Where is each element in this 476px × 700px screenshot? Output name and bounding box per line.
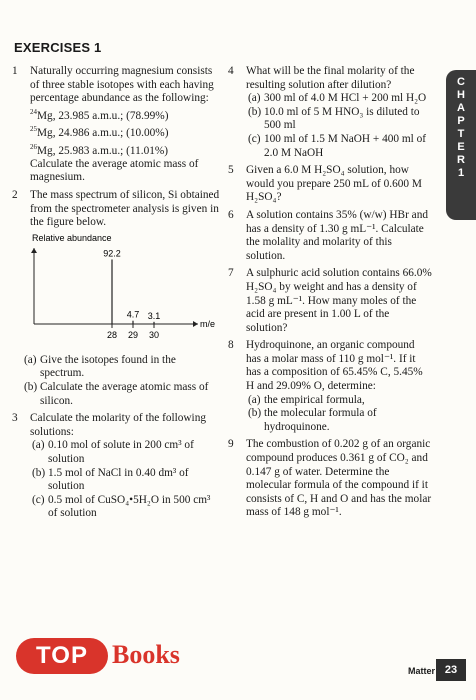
subpart-label: (b) bbox=[24, 381, 38, 394]
question-number: 7 bbox=[228, 267, 234, 280]
subpart-text: 0.5 mol of CuSO₄•5H₂O in 500 cm³ of solution bbox=[48, 493, 211, 520]
subpart-a bbox=[246, 394, 432, 408]
subpart-label: (a) bbox=[248, 92, 261, 105]
question-7 bbox=[228, 267, 432, 335]
subpart-text: Give the isotopes found in the spectrum. bbox=[40, 353, 176, 380]
subpart-b bbox=[246, 106, 432, 133]
chapter-tab-letter: 1 bbox=[457, 167, 465, 179]
page-heading: EXERCISES 1 bbox=[14, 40, 102, 55]
subpart-b bbox=[22, 381, 220, 408]
subpart-a bbox=[246, 92, 432, 106]
chapter-tab-letter: E bbox=[457, 141, 465, 153]
question-3 bbox=[12, 412, 220, 521]
question-text: Given a 6.0 M H₂SO₄ solution, how would you prepare 250 mL of 0.600 M H₂SO₄? bbox=[246, 164, 422, 204]
logo-top-text: TOP bbox=[16, 638, 108, 674]
question-number: 6 bbox=[228, 208, 234, 221]
right-column bbox=[228, 65, 432, 524]
subpart-text: 300 ml of 4.0 M HCl + 200 ml H₂O bbox=[264, 92, 427, 105]
mass-number: 25 bbox=[30, 125, 37, 134]
peak-value-label: 92.2 bbox=[103, 248, 121, 259]
y-axis-arrow bbox=[31, 248, 37, 253]
chapter-tab-letter: A bbox=[457, 102, 465, 114]
chapter-tab-letter: T bbox=[457, 128, 465, 140]
chapter-tab-letter: P bbox=[457, 115, 465, 127]
subpart-a bbox=[30, 439, 220, 466]
subpart-label: (a) bbox=[248, 393, 261, 406]
chapter-tab-letter: H bbox=[457, 89, 465, 101]
isotope-line bbox=[30, 106, 220, 123]
subpart-label: (a) bbox=[24, 353, 37, 366]
chapter-tab-letter: C bbox=[457, 76, 465, 88]
x-axis-arrow bbox=[193, 321, 198, 327]
page-number: 23 bbox=[436, 659, 466, 681]
question-4 bbox=[228, 65, 432, 160]
question-text: The combustion of 0.202 g of an organic compound produces 0.361 g of CO₂ and 0.147 g of water. Determine the molecular formula of the compound if it consists of C, H and O and has the molar mass of 148 g mol⁻¹. bbox=[246, 438, 432, 519]
subpart-a bbox=[22, 354, 220, 381]
chapter-tab-letter: R bbox=[457, 154, 465, 166]
subpart-text: 1.5 mol of NaCl in 0.40 dm³ of solution bbox=[48, 466, 189, 493]
question-number: 5 bbox=[228, 164, 234, 177]
question-5 bbox=[228, 164, 432, 205]
subpart-label: (c) bbox=[32, 493, 45, 506]
subpart-b bbox=[30, 467, 220, 494]
isotope-line bbox=[30, 123, 220, 140]
subpart-text: the empirical formula, bbox=[264, 393, 365, 406]
question-text: A solution contains 35% (w/w) HBr and has a density of 1.30 g mL⁻¹. Calculate the molality and molarity of this solution. bbox=[246, 208, 428, 262]
isotope-text: Mg, 23.985 a.m.u.; (78.99%) bbox=[37, 109, 169, 122]
peak-value-label: 3.1 bbox=[147, 310, 161, 321]
y-axis-label: Relative abundance bbox=[32, 232, 112, 243]
chart-svg bbox=[12, 232, 216, 352]
subpart-label: (a) bbox=[32, 439, 45, 452]
question-1 bbox=[12, 65, 220, 185]
subpart-label: (b) bbox=[248, 407, 262, 420]
question-number: 3 bbox=[12, 412, 18, 425]
subpart-text: 10.0 ml of 5 M HNO₃ is diluted to 500 ml bbox=[264, 105, 420, 132]
question-text: The mass spectrum of silicon, Si obtained from the spectrometer analysis is given in the figure below. bbox=[30, 189, 220, 229]
footer-section-label: Matter bbox=[408, 666, 436, 676]
isotope-text: Mg, 25.983 a.m.u.; (11.01%) bbox=[37, 144, 169, 157]
x-tick-label: 28 bbox=[106, 329, 118, 340]
question-8 bbox=[228, 339, 432, 434]
question-number: 9 bbox=[228, 438, 234, 451]
isotope-line bbox=[30, 141, 220, 158]
isotope-text: Mg, 24.986 a.m.u.; (10.00%) bbox=[37, 126, 169, 139]
subpart-text: 0.10 mol of solute in 200 cm³ of solution bbox=[48, 439, 194, 465]
question-number: 8 bbox=[228, 339, 234, 352]
question-number: 4 bbox=[228, 65, 234, 77]
question-2 bbox=[12, 189, 220, 230]
x-axis-label: m/e bbox=[200, 318, 216, 329]
subpart-label: (b) bbox=[248, 105, 262, 118]
subpart-text: Calculate the average atomic mass of silicon. bbox=[40, 381, 209, 407]
x-tick-label: 30 bbox=[148, 329, 160, 340]
subpart-text: 100 ml of 1.5 M NaOH + 400 ml of 2.0 M NaOH bbox=[264, 132, 427, 159]
left-column bbox=[12, 65, 220, 525]
subpart-text: the molecular formula of hydroquinone. bbox=[264, 407, 377, 433]
subpart-label: (b) bbox=[32, 466, 46, 479]
topbooks-watermark-logo bbox=[16, 634, 216, 682]
x-tick-label: 29 bbox=[127, 329, 139, 340]
mass-number: 24 bbox=[30, 107, 37, 116]
question-text: Calculate the average atomic mass of magnesium. bbox=[30, 157, 199, 184]
question-text: What will be the final molarity of the resulting solution after dilution? bbox=[246, 65, 415, 91]
question-text: A sulphuric acid solution contains 66.0% H₂SO₄ by weight and has a density of 1.58 g mL⁻¹. How many moles of the acid are present in 1.00 L of the solution? bbox=[246, 267, 432, 334]
mass-spectrum-chart bbox=[12, 232, 216, 352]
subpart-c bbox=[246, 133, 432, 160]
peak-value-label: 4.7 bbox=[126, 309, 140, 320]
question-9 bbox=[228, 438, 432, 520]
logo-books-text: Books bbox=[112, 640, 180, 669]
question-number: 2 bbox=[12, 189, 18, 202]
subpart-label: (c) bbox=[248, 132, 261, 145]
subpart-c bbox=[30, 494, 220, 521]
mass-number: 26 bbox=[30, 142, 37, 151]
chapter-side-tab bbox=[446, 70, 476, 220]
question-number: 1 bbox=[12, 65, 18, 77]
question-text: Naturally occurring magnesium consists of three stable isotopes with each having percentage abundance as the following: bbox=[30, 65, 214, 105]
subpart-b bbox=[246, 407, 432, 434]
question-text: Hydroquinone, an organic compound has a molar mass of 110 g mol⁻¹. If it has a composition of 65.45% C, 5.45% H and 29.09% O, determine: bbox=[246, 339, 423, 393]
question-6 bbox=[228, 209, 432, 263]
question-2-parts bbox=[12, 354, 220, 408]
question-text: Calculate the molarity of the following solutions: bbox=[30, 412, 206, 438]
